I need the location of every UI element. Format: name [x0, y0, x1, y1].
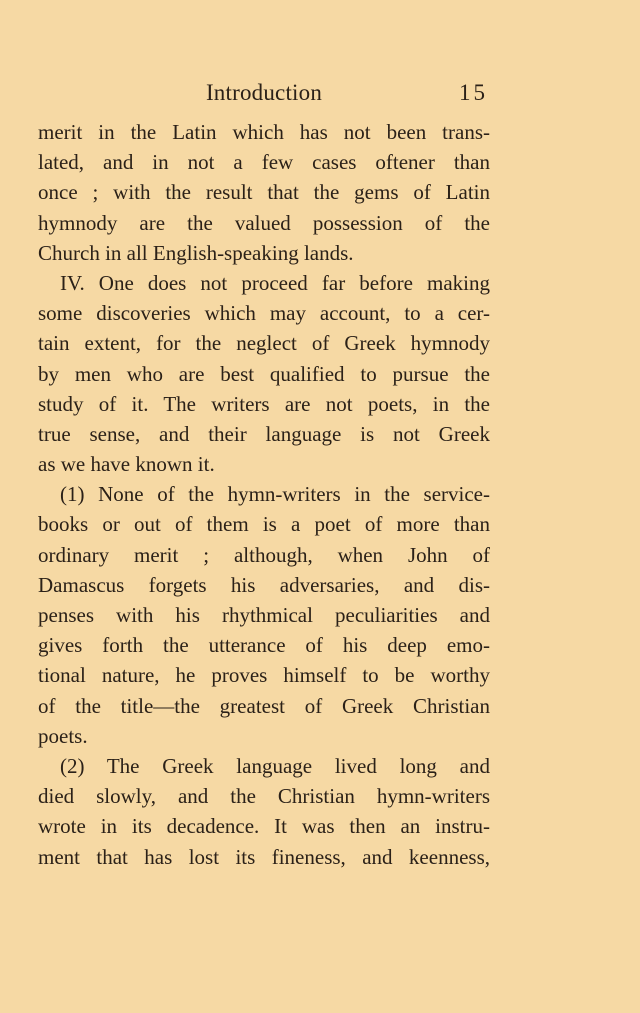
text-line: Church in all English-speaking lands. — [38, 240, 354, 265]
text-line: hymnody are the valued possession of the — [38, 210, 490, 235]
text-line: study of it. The writers are not poets, in the — [38, 391, 490, 416]
paragraph-start-line: (1) None of the hymn-writers in the service- — [60, 482, 490, 507]
text-line: true sense, and their language is not Greek — [38, 421, 490, 446]
page-number: 15 — [459, 80, 488, 105]
text-line: Damascus forgets his adversaries, and dis- — [38, 572, 490, 597]
text-line: tain extent, for the neglect of Greek hymnody — [38, 331, 490, 356]
text-line: merit in the Latin which has not been trans- — [38, 120, 490, 144]
text-line: poets. — [38, 723, 88, 748]
text-line: books or out of them is a poet of more than — [38, 512, 490, 537]
running-title: Introduction — [205, 80, 323, 105]
paragraph-start-line: (2) The Greek language lived long and — [60, 753, 490, 778]
text-line: wrote in its decadence. It was then an instru- — [38, 814, 490, 839]
text-line: once ; with the result that the gems of Latin — [38, 180, 490, 205]
text-line: of the title—the greatest of Greek Christian — [38, 693, 490, 718]
text-line: some discoveries which may account, to a cer- — [38, 301, 490, 326]
text-line: lated, and in not a few cases oftener than — [38, 150, 490, 175]
text-line: tional nature, he proves himself to be worthy — [38, 663, 490, 688]
body-text — [38, 117, 490, 872]
text-line: gives forth the utterance of his deep emo- — [38, 633, 490, 658]
paragraph-start-line: IV. One does not proceed far before making — [60, 270, 490, 295]
text-line: died slowly, and the Christian hymn-writers — [38, 784, 490, 809]
text-line: as we have known it. — [38, 452, 215, 477]
text-line: penses with his rhythmical peculiarities and — [38, 603, 490, 627]
text-line: by men who are best qualified to pursue the — [38, 361, 490, 386]
page-header — [38, 80, 490, 110]
text-line: ment that has lost its fineness, and keenness, — [38, 844, 490, 869]
text-line: ordinary merit ; although, when John of — [38, 542, 490, 567]
